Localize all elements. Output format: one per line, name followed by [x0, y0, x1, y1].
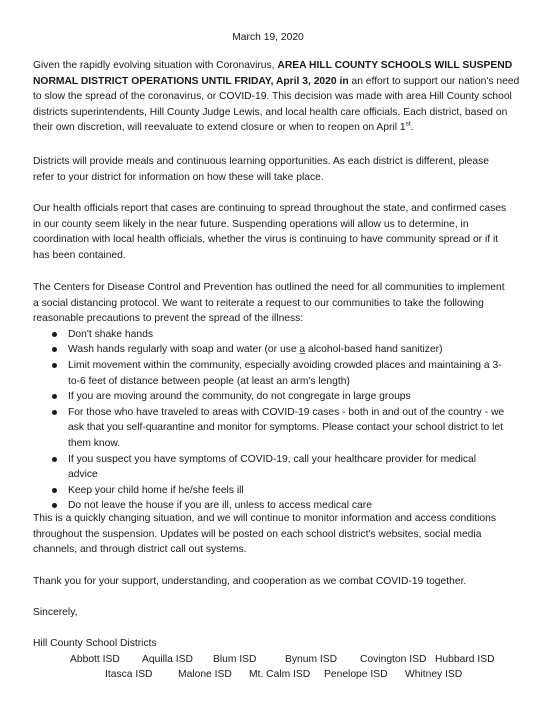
paragraph-line: throughout the suspension. Updates will be posted on each school district's websites, social media — [33, 528, 482, 540]
district-name: Abbott ISD — [70, 654, 120, 665]
paragraph-line: Given the rapidly evolving situation with Coronavirus, AREA HILL COUNTY SCHOOLS WILL SUSPEND — [33, 60, 513, 71]
updates-paragraph — [33, 511, 508, 558]
district-name: Bynum ISD — [285, 654, 338, 665]
list-item: For those who have traveled to areas with COVID-19 cases - both in and out of the country - we ask that you self-quarantine and monitor for symptoms. Please contact your school district to let them know. — [33, 405, 508, 452]
paragraph-line: Our health officials report that cases are continuing to spread throughout the state, and confirmed cases — [33, 203, 507, 214]
list-item: If you are moving around the community, do not congregate in large groups — [33, 389, 508, 405]
paragraph-line: reasonable precautions to prevent the spread of the illness: — [33, 313, 304, 325]
paragraph-line: refer to your district for information on how these will take place. — [33, 171, 324, 183]
district-name: Itasca ISD — [105, 669, 153, 680]
districts-row-2 — [0, 667, 536, 683]
district-name: Aquilla ISD — [142, 654, 193, 665]
list-item: Wash hands regularly with soap and water (or use a alcohol-based hand sanitizer) — [33, 342, 508, 358]
list-item: Don't shake hands — [33, 327, 508, 343]
bold-announcement: AREA HILL COUNTY SCHOOLS WILL SUSPEND — [277, 60, 513, 71]
list-item: Do not leave the house if you are ill, unless to access medical care — [33, 498, 508, 514]
cdc-paragraph — [33, 280, 508, 514]
announcement-paragraph — [33, 58, 520, 136]
district-name: Mt. Calm ISD — [249, 669, 311, 680]
paragraph-line: districts superintendents, Hill County Judge Lewis, and local health care officials. Each district, based on — [33, 106, 508, 118]
district-name: Hubbard ISD — [435, 654, 495, 665]
district-name: Whitney ISD — [405, 669, 463, 680]
precautions-list — [33, 327, 508, 514]
health-officials-paragraph — [33, 201, 508, 263]
list-item: Keep your child home if he/she feels ill — [33, 483, 508, 499]
paragraph-line: has been contained. — [33, 249, 126, 261]
paragraph-line: their own discretion, will reevaluate to extend closure or when to reopen on April 1st. — [33, 120, 414, 134]
list-item: If you suspect you have symptoms of COVID-19, call your healthcare provider for medical advice — [33, 452, 508, 483]
district-name: Penelope ISD — [324, 669, 388, 680]
paragraph-line: NORMAL DISTRICT OPERATIONS UNTIL FRIDAY, April 3, 2020 in an effort to support our nation's need — [33, 75, 520, 87]
paragraph-line: Thank you for your support, understanding, and cooperation as we combat COVID-19 together. — [33, 576, 467, 587]
thank-you-paragraph — [33, 574, 508, 590]
district-name: Blum ISD — [213, 654, 257, 665]
signature: Hill County School Districts — [33, 638, 157, 649]
paragraph-line: channels, and through district call out systems. — [33, 544, 247, 556]
meals-paragraph — [33, 154, 508, 185]
paragraph-line: a social distancing protocol. We want to reiterate a request to our communities to take the following — [33, 297, 484, 309]
paragraph-line: Districts will provide meals and continuous learning opportunities. As each district is different, please — [33, 156, 489, 167]
district-name: Malone ISD — [178, 669, 232, 680]
ordinal-superscript: st — [405, 120, 411, 128]
paragraph-line: The Centers for Disease Control and Prevention has outlined the need for all communities to implement — [33, 282, 505, 293]
letter-date: March 19, 2020 — [232, 32, 304, 43]
bold-announcement: NORMAL DISTRICT OPERATIONS UNTIL FRIDAY, April 3, 2020 in — [33, 75, 349, 87]
district-name: Covington ISD — [360, 654, 427, 665]
paragraph-line: coordination with local health officials, whether the virus is continuing to have community spread or if it — [33, 234, 499, 246]
list-item: Limit movement within the community, especially avoiding crowded places and maintaining a 3- to-6 feet of distance between people (at least an arm's length) — [33, 358, 508, 389]
paragraph-line: to slow the spread of the coronavirus, or COVID-19. This decision was made with area Hill County school — [33, 91, 512, 103]
closing: Sincerely, — [33, 607, 78, 618]
paragraph-line: This is a quickly changing situation, and we will continue to monitor information and access conditions — [33, 513, 497, 524]
paragraph-line: in our county seem likely in the near future. Suspending operations will allow us to determine, in — [33, 218, 469, 230]
districts-row-1 — [0, 652, 536, 668]
